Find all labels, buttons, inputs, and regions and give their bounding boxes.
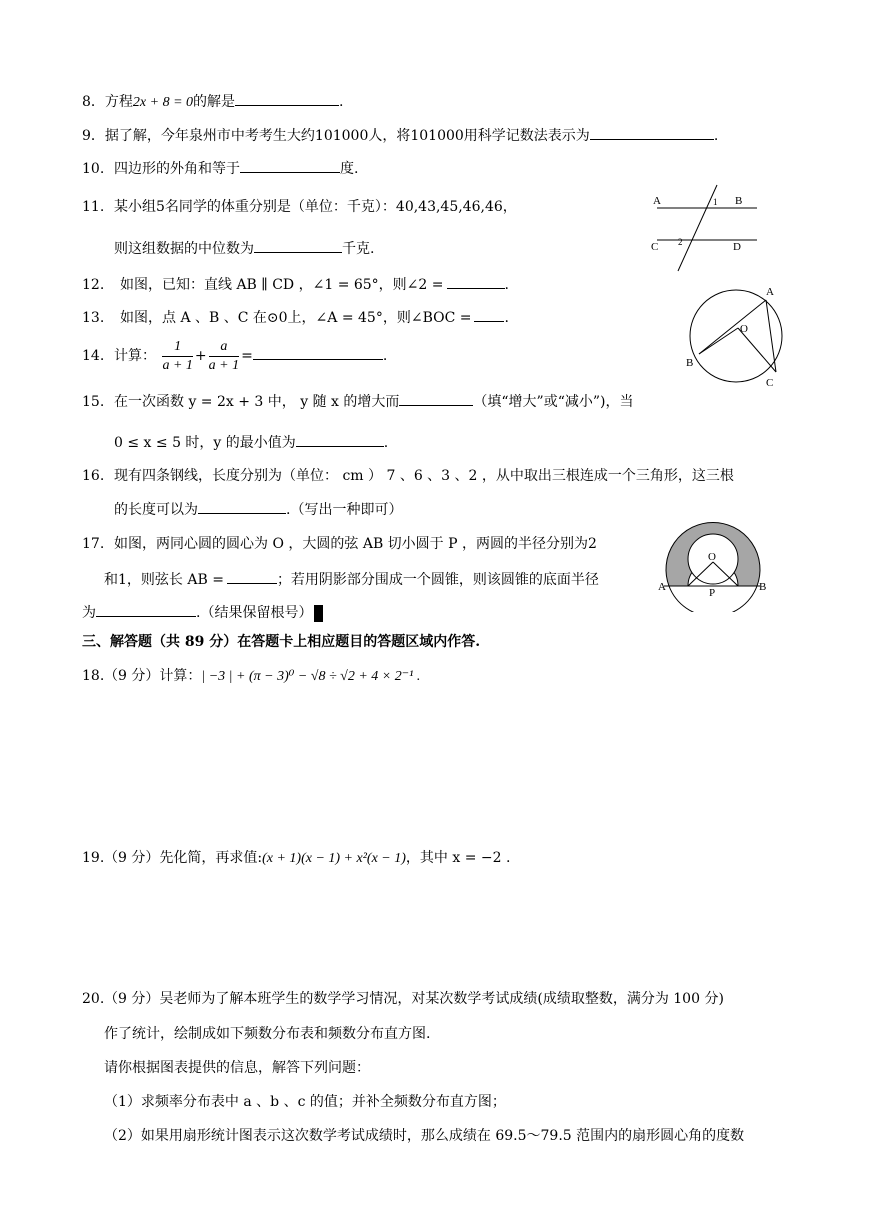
question-number: 11. bbox=[82, 199, 105, 215]
question-text: 计算： bbox=[114, 348, 156, 364]
label-c: C bbox=[766, 377, 774, 389]
fraction-1 bbox=[162, 338, 192, 375]
answer-blank[interactable] bbox=[474, 306, 504, 322]
question-text: （9 分）计算： bbox=[104, 668, 202, 684]
fraction-2 bbox=[209, 338, 239, 375]
question-number: 12. bbox=[82, 277, 105, 293]
label-p: P bbox=[709, 587, 716, 599]
question-20-part1: （1）求频率分布表中 a 、b 、c 的值；并补全频数分布直方图； bbox=[104, 1094, 506, 1110]
question-20 bbox=[82, 989, 724, 1009]
question-text-suffix: .（写出一种即可） bbox=[286, 502, 403, 518]
period: . bbox=[339, 94, 344, 110]
question-17-line3 bbox=[82, 601, 323, 623]
answer-blank[interactable] bbox=[399, 390, 473, 406]
label-b: B bbox=[759, 581, 767, 593]
expression: (x + 1)(x − 1) + x²(x − 1) bbox=[262, 851, 406, 866]
question-text: 的长度可以为 bbox=[114, 502, 198, 518]
chord-ab bbox=[699, 300, 766, 354]
answer-blank[interactable] bbox=[227, 568, 277, 584]
answer-blank[interactable] bbox=[240, 157, 340, 173]
question-8 bbox=[82, 90, 343, 113]
question-11-line2 bbox=[114, 237, 374, 259]
answer-blank[interactable] bbox=[590, 124, 714, 140]
question-number: 8． bbox=[82, 94, 105, 110]
period: . bbox=[713, 128, 719, 144]
question-text: （9 分）先化简，再求值: bbox=[104, 850, 263, 866]
equals-sign: = bbox=[241, 348, 253, 364]
question-text: 和1，则弦长 AB = bbox=[104, 572, 224, 588]
question-13 bbox=[82, 306, 509, 328]
question-text: 如图，两同心圆的圆心为 O ，大圆的弦 AB 切小圆于 P ，两圆的半径分别为2 bbox=[114, 536, 597, 552]
question-16 bbox=[82, 466, 734, 486]
question-text: 则这组数据的中位数为 bbox=[114, 241, 254, 257]
answer-blank[interactable] bbox=[254, 237, 342, 253]
question-15-line2 bbox=[114, 431, 388, 453]
question-15 bbox=[82, 390, 633, 412]
question-number: 20. bbox=[82, 991, 105, 1007]
question-number: 13. bbox=[82, 310, 105, 326]
question-number: 14. bbox=[82, 348, 105, 364]
label-angle-1: 1 bbox=[713, 197, 718, 207]
equation: 2x + 8 = 0 bbox=[132, 95, 194, 110]
question-text-suffix: ；若用阴影部分围成一个圆锥，则该圆锥的底面半径 bbox=[276, 572, 599, 588]
question-number: 10. bbox=[82, 161, 105, 177]
fraction-numerator: a bbox=[209, 338, 239, 357]
period: . bbox=[504, 310, 509, 326]
question-text-suffix: 度. bbox=[340, 161, 359, 177]
question-17 bbox=[82, 534, 597, 554]
question-text: 在一次函数 y = 2x + 3 中， y 随 x 的增大而 bbox=[114, 394, 400, 410]
question-number: 18. bbox=[82, 668, 105, 684]
answer-blank[interactable] bbox=[253, 344, 383, 360]
label-a: A bbox=[653, 195, 661, 207]
label-b: B bbox=[735, 195, 743, 207]
question-text: 0 ≤ x ≤ 5 时，y 的最小值为 bbox=[114, 435, 296, 451]
answer-blank[interactable] bbox=[296, 431, 384, 447]
figure-circle-boc bbox=[680, 280, 790, 390]
question-text: 四边形的外角和等于 bbox=[114, 161, 240, 177]
question-text: 某小组5名同学的体重分别是（单位：千克）：40,43,45,46,46， bbox=[114, 199, 517, 215]
question-20-line3: 请你根据图表提供的信息，解答下列问题： bbox=[104, 1060, 370, 1076]
answer-blank[interactable] bbox=[235, 90, 339, 106]
answer-blank[interactable] bbox=[447, 273, 505, 289]
radius-ob bbox=[699, 328, 738, 354]
question-number: 16. bbox=[82, 468, 105, 484]
label-a: A bbox=[766, 286, 774, 298]
label-a: A bbox=[658, 581, 666, 593]
question-text: 为 bbox=[82, 605, 96, 621]
period: . bbox=[383, 435, 389, 451]
question-text: 据了解，今年泉州市中考考生大约101000人，将101000用科学记数法表示为 bbox=[104, 128, 590, 144]
answer-blank[interactable] bbox=[198, 498, 286, 514]
question-9 bbox=[82, 124, 718, 146]
label-o: O bbox=[740, 323, 748, 335]
label-d: D bbox=[733, 241, 741, 253]
question-text-suffix: 的解是 bbox=[193, 94, 236, 110]
question-11 bbox=[82, 197, 517, 217]
label-o: O bbox=[708, 551, 716, 563]
question-14 bbox=[82, 336, 387, 376]
question-text: 现有四条钢线，长度分别为（单位： cm ） 7 、6 、3 、2 ，从中取出三根连成一个三角形，这三根 bbox=[114, 468, 734, 484]
answer-blank[interactable] bbox=[96, 601, 196, 617]
period: . bbox=[504, 277, 509, 293]
question-number: 9． bbox=[82, 128, 105, 144]
expression: | −3 | + (π − 3)⁰ − √8 ÷ √2 + 4 × 2⁻¹ . bbox=[201, 669, 421, 684]
question-text: （9 分）吴老师为了解本班学生的数学学习情况，对某次数学考试成绩(成绩取整数，满分为 100 分) bbox=[104, 991, 724, 1007]
label-c: C bbox=[651, 241, 659, 253]
text-cursor bbox=[314, 605, 323, 622]
period: . bbox=[382, 348, 388, 364]
question-text-suffix: .（结果保留根号） bbox=[196, 605, 313, 621]
fraction-numerator: 1 bbox=[162, 338, 192, 357]
fraction-denominator: a + 1 bbox=[162, 357, 193, 373]
question-12 bbox=[82, 273, 509, 295]
question-text-suffix: （填“增大”或“减小”)，当 bbox=[473, 394, 634, 410]
transversal-line bbox=[678, 185, 717, 271]
question-text-suffix: 千克. bbox=[342, 241, 375, 257]
question-18 bbox=[82, 666, 420, 687]
question-20-line2: 作了统计，绘制成如下频数分布表和频数分布直方图. bbox=[104, 1026, 431, 1042]
label-angle-2: 2 bbox=[678, 237, 683, 247]
question-text: 如图，点 A 、B 、C 在⊙0上，∠A = 45°，则∠BOC = bbox=[120, 310, 472, 326]
figure-parallel-lines bbox=[645, 182, 765, 274]
fraction-denominator: a + 1 bbox=[208, 357, 240, 373]
question-number: 17. bbox=[82, 536, 105, 552]
question-text: 方程 bbox=[104, 94, 133, 110]
section-heading: 三、解答题（共 89 分）在答题卡上相应题目的答题区域内作答. bbox=[82, 634, 481, 650]
question-16-line2 bbox=[114, 498, 402, 520]
question-number: 15. bbox=[82, 394, 105, 410]
question-17-line2 bbox=[104, 568, 599, 590]
plus-sign: + bbox=[194, 348, 207, 364]
question-19 bbox=[82, 848, 510, 869]
circle bbox=[690, 290, 782, 382]
question-text: 如图，已知：直线 AB ∥ CD ，∠1 = 65°，则∠2 = bbox=[120, 277, 444, 293]
figure-concentric-circles bbox=[656, 512, 772, 612]
question-number: 19. bbox=[82, 850, 105, 866]
question-10 bbox=[82, 157, 358, 179]
question-20-part2: （2）如果用扇形统计图表示这次数学考试成绩时，那么成绩在 69.5～79.5 范围内的扇形圆心角的度数 bbox=[104, 1128, 745, 1144]
label-b: B bbox=[686, 357, 694, 369]
question-text-suffix: ，其中 x = −2 . bbox=[405, 850, 511, 866]
